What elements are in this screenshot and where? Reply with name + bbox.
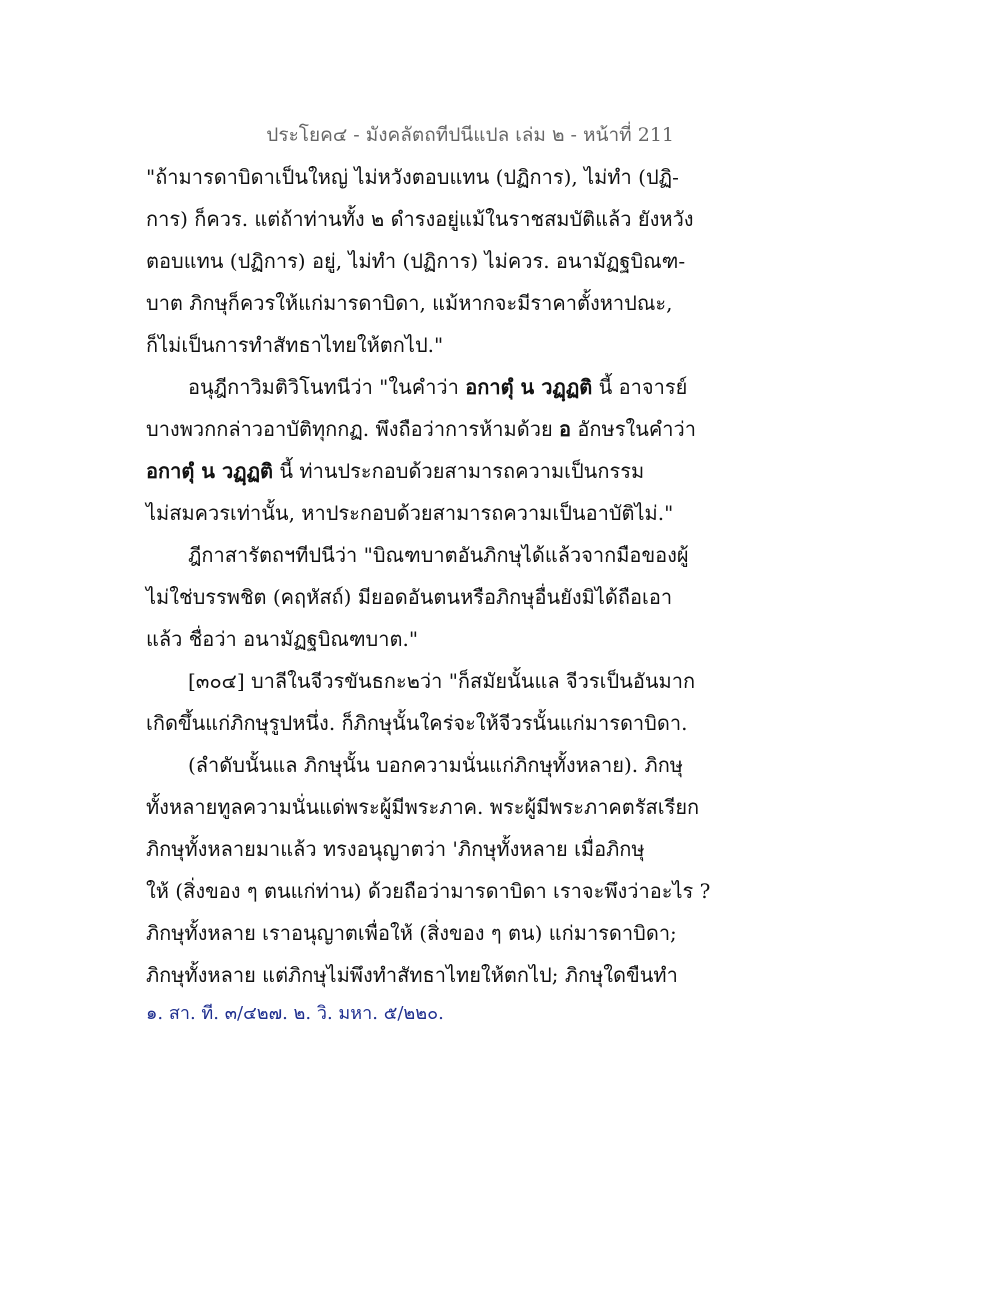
text-segment: นี้ ท่านประกอบด้วยสามารถความเป็นกรรม	[273, 459, 645, 483]
paragraph-5	[146, 744, 711, 996]
text-line: ภิกษุทั้งหลาย เราอนุญาตเพื่อให้ (สิ่งของ ๆ ตน) แก่มารดาบิดา;	[146, 921, 677, 945]
text-line: ก็ไม่เป็นการทำสัทธาไทยให้ตกไป."	[146, 333, 444, 357]
text-line: [๓๐๔] บาลีในจีวรขันธกะ๒ว่า "ก็สมัยนั้นแล จีวรเป็นอันมาก	[188, 669, 696, 693]
page-header: ประโยค๔ - มังคลัตถทีปนีแปล เล่ม ๒ - หน้าที่ 211	[266, 124, 674, 146]
text-segment: อนุฎีกาวิมติวิโนทนีว่า "ในคำว่า	[188, 375, 466, 399]
paragraph-4	[146, 660, 696, 744]
text-line: แล้ว ชื่อว่า อนามัฏฐบิณฑบาต."	[146, 627, 419, 651]
paragraph-1	[146, 156, 694, 366]
text-line: ภิกษุทั้งหลาย แต่ภิกษุไม่พึงทำสัทธาไทยให้ตกไป; ภิกษุใดขืนทำ	[146, 963, 678, 987]
text-line: การ) ก็ควร. แต่ถ้าท่านทั้ง ๒ ดำรงอยู่แม้ในราชสมบัติแล้ว ยังหวัง	[146, 207, 694, 231]
text-line	[146, 450, 674, 492]
text-line: (ลำดับนั้นแล ภิกษุนั้น บอกความนั่นแก่ภิกษุทั้งหลาย). ภิกษุ	[188, 753, 683, 777]
text-line: "ถ้ามารดาบิดาเป็นใหญ่ ไม่หวังตอบแทน (ปฏิการ), ไม่ทำ (ปฏิ-	[146, 165, 679, 189]
paragraph-3	[146, 534, 689, 660]
page-body	[146, 156, 711, 996]
text-line	[146, 366, 688, 408]
text-segment: อักษรในคำว่า	[571, 417, 696, 441]
text-line: บาต ภิกษุก็ควรให้แก่มารดาบิดา, แม้หากจะมีราคาตั้งหาปณะ,	[146, 291, 673, 315]
text-line: ฎีกาสารัตถฯทีปนีว่า "บิณฑบาตอันภิกษุได้แล้วจากมือของผู้	[188, 543, 689, 567]
text-line: ตอบแทน (ปฏิการ) อยู่, ไม่ทำ (ปฏิการ) ไม่ควร. อนามัฏฐบิณฑ-	[146, 249, 686, 273]
pali-letter: อ	[559, 417, 572, 441]
pali-term: อกาตุํ น วฏฺฏติ	[465, 375, 593, 399]
text-line: ไม่สมควรเท่านั้น, หาประกอบด้วยสามารถความเป็นอาบัติไม่."	[146, 501, 674, 525]
text-line: ไม่ใช่บรรพชิต (คฤหัสถ์) มียอดอันตนหรือภิกษุอื่นยังมิได้ถือเอา	[146, 585, 673, 609]
text-line: ทั้งหลายทูลความนั่นแด่พระผู้มีพระภาค. พระผู้มีพระภาคตรัสเรียก	[146, 795, 700, 819]
text-line	[146, 408, 696, 450]
paragraph-2	[146, 366, 696, 534]
text-line: เกิดขึ้นแก่ภิกษุรูปหนึ่ง. ก็ภิกษุนั้นใคร่จะให้จีวรนั้นแก่มารดาบิดา.	[146, 711, 688, 735]
text-line: ให้ (สิ่งของ ๆ ตนแก่ท่าน) ด้วยถือว่ามารดาบิดา เราจะพึงว่าอะไร ?	[146, 879, 711, 903]
footnote: ๑. สา. ที. ๓/๔๒๗. ๒. วิ. มหา. ๕/๒๒๐.	[146, 1003, 444, 1024]
text-segment: นี้ อาจารย์	[592, 375, 688, 399]
text-segment: บางพวกกล่าวอาบัติทุกกฏ. พึงถือว่าการห้ามด้วย	[146, 417, 560, 441]
pali-term: อกาตุํ น วฏฺฏติ	[146, 459, 274, 483]
text-line: ภิกษุทั้งหลายมาแล้ว ทรงอนุญาตว่า 'ภิกษุทั้งหลาย เมื่อภิกษุ	[146, 837, 645, 861]
